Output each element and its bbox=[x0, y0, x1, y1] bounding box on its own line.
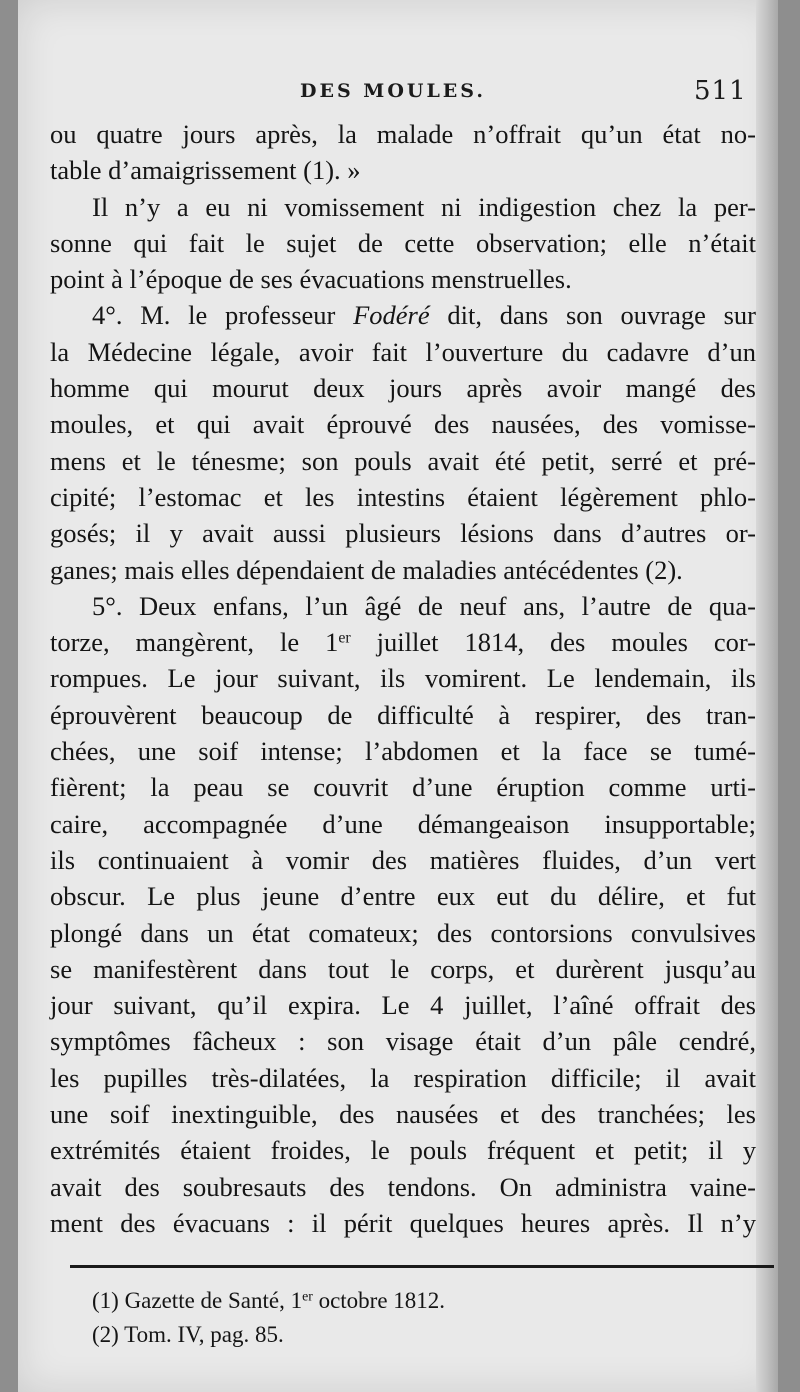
paragraph-4-line bbox=[50, 915, 756, 951]
text-line: table d’amaigrissement (1). » bbox=[50, 155, 361, 186]
paragraph-2 bbox=[50, 189, 756, 225]
book-page bbox=[18, 0, 778, 1392]
text-line bbox=[50, 624, 756, 660]
text-line: Il n’y a eu ni vomissement ni indigestion chez la per- bbox=[92, 191, 756, 222]
text-line: éprouvèrent beaucoup de difficulté à respirer, des tran- bbox=[50, 699, 756, 730]
superscript: er bbox=[302, 1288, 313, 1304]
paragraph-4-line bbox=[50, 1132, 756, 1168]
paragraph-3 bbox=[50, 297, 756, 333]
text-line: jour suivant, qu’il expira. Le 4 juillet, l’aîné offrait des bbox=[50, 990, 756, 1021]
text-segment: 4°. M. le professeur bbox=[92, 300, 336, 331]
text-line: rompues. Le jour suivant, ils vomirent. Le lendemain, ils bbox=[50, 663, 756, 694]
text-line: la Médecine légale, avoir fait l’ouverture du cadavre d’un bbox=[50, 336, 756, 367]
paragraph-4-line bbox=[50, 697, 756, 733]
paragraph-4-line bbox=[50, 1023, 756, 1059]
superscript: er bbox=[338, 629, 351, 647]
paragraph-2-end bbox=[50, 261, 756, 297]
paragraph-4-line bbox=[50, 769, 756, 805]
footnote-1 bbox=[92, 1284, 732, 1318]
text-line: 5°. Deux enfans, l’un âgé de neuf ans, l’autre de qua- bbox=[92, 590, 756, 621]
text-line: ment des évacuans : il périt quelques heures après. Il n’y bbox=[50, 1207, 756, 1238]
text-line: chées, une soif intense; l’abdomen et la face se tumé- bbox=[50, 736, 756, 767]
paragraph-4-line bbox=[50, 1169, 756, 1205]
text-line: moules, et qui avait éprouvé des nausées, des vomisse- bbox=[50, 409, 756, 440]
paragraph-2-line bbox=[50, 225, 756, 261]
text-line: une soif inextinguible, des nausées et des tranchées; les bbox=[50, 1099, 756, 1130]
text-line: cipité; l’estomac et les intestins étaient légèrement phlo- bbox=[50, 481, 756, 512]
text-line: ganes; mais elles dépendaient de maladies antécédentes (2). bbox=[50, 554, 683, 585]
paragraph-4-line bbox=[50, 878, 756, 914]
footnote-2: (2) Tom. IV, pag. 85. bbox=[92, 1322, 284, 1347]
paragraph-3-line bbox=[50, 443, 756, 479]
paragraph-3-line bbox=[50, 406, 756, 442]
paragraph-3-line bbox=[50, 515, 756, 551]
text-line: gosés; il y avait aussi plusieurs lésions dans d’autres or- bbox=[50, 518, 756, 549]
text-line: obscur. Le plus jeune d’entre eux eut du délire, et fut bbox=[50, 881, 756, 912]
text-line: se manifestèrent dans tout le corps, et durèrent jusqu’au bbox=[50, 953, 756, 984]
text-line: symptômes fâcheux : son visage était d’un pâle cendré, bbox=[50, 1026, 756, 1057]
text-line bbox=[92, 297, 756, 333]
paragraph-4-line bbox=[50, 624, 756, 660]
page-edge-shadow bbox=[756, 0, 778, 1392]
paragraph-3-line bbox=[50, 479, 756, 515]
text-line: avait des soubresauts des tendons. On administra vaine- bbox=[50, 1171, 756, 1202]
paragraph-4-line bbox=[50, 1060, 756, 1096]
author-name: Fodéré bbox=[353, 300, 430, 331]
text-segment: (1) Gazette de Santé, 1 bbox=[92, 1288, 303, 1313]
text-line: homme qui mourut deux jours après avoir mangé des bbox=[50, 373, 756, 404]
text-line: ils continuaient à vomir des matières fluides, d’un vert bbox=[50, 844, 756, 875]
text-segment: dit, dans son ouvrage sur bbox=[447, 300, 756, 331]
text-line: les pupilles très-dilatées, la respiration difficile; il avait bbox=[50, 1062, 756, 1093]
paragraph-4-line bbox=[50, 951, 756, 987]
body-text bbox=[50, 116, 756, 1241]
text-line: mens et le ténesme; son pouls avait été petit, serré et pré- bbox=[50, 445, 756, 476]
text-segment: juillet 1814, des moules cor- bbox=[350, 627, 756, 658]
paragraph-3-line bbox=[50, 370, 756, 406]
paragraph-3-line bbox=[50, 334, 756, 370]
running-title: DES MOULES. bbox=[300, 80, 486, 102]
text-line: plongé dans un état comateux; des contorsions convulsives bbox=[50, 917, 756, 948]
page-header bbox=[18, 76, 778, 110]
text-line: ou quatre jours après, la malade n’offrait qu’un état no- bbox=[50, 119, 756, 149]
text-segment: octobre 1812. bbox=[312, 1288, 446, 1313]
text-line: point à l’époque de ses évacuations menstruelles. bbox=[50, 264, 572, 295]
text-line: extrémités étaient froides, le pouls fréquent et petit; il y bbox=[50, 1135, 756, 1166]
paragraph-4-line bbox=[50, 987, 756, 1023]
paragraph-4 bbox=[50, 588, 756, 624]
footnotes bbox=[92, 1284, 732, 1352]
text-line: caire, accompagnée d’une démangeaison insupportable; bbox=[50, 808, 756, 839]
paragraph-1 bbox=[50, 116, 756, 152]
paragraph-1-end bbox=[50, 152, 756, 188]
text-line: sonne qui fait le sujet de cette observation; elle n’était bbox=[50, 227, 756, 258]
paragraph-4-line bbox=[50, 660, 756, 696]
paragraph-4-line bbox=[50, 1205, 756, 1241]
paragraph-4-line bbox=[50, 733, 756, 769]
paragraph-4-line bbox=[50, 1096, 756, 1132]
paragraph-4-line bbox=[50, 842, 756, 878]
paragraph-3-end bbox=[50, 552, 756, 588]
text-segment: torze, mangèrent, le 1 bbox=[50, 627, 339, 658]
page-number: 511 bbox=[694, 76, 747, 106]
footnote-divider bbox=[70, 1265, 774, 1268]
paragraph-4-line bbox=[50, 806, 756, 842]
text-line: fièrent; la peau se couvrit d’une éruption comme urti- bbox=[50, 772, 756, 803]
